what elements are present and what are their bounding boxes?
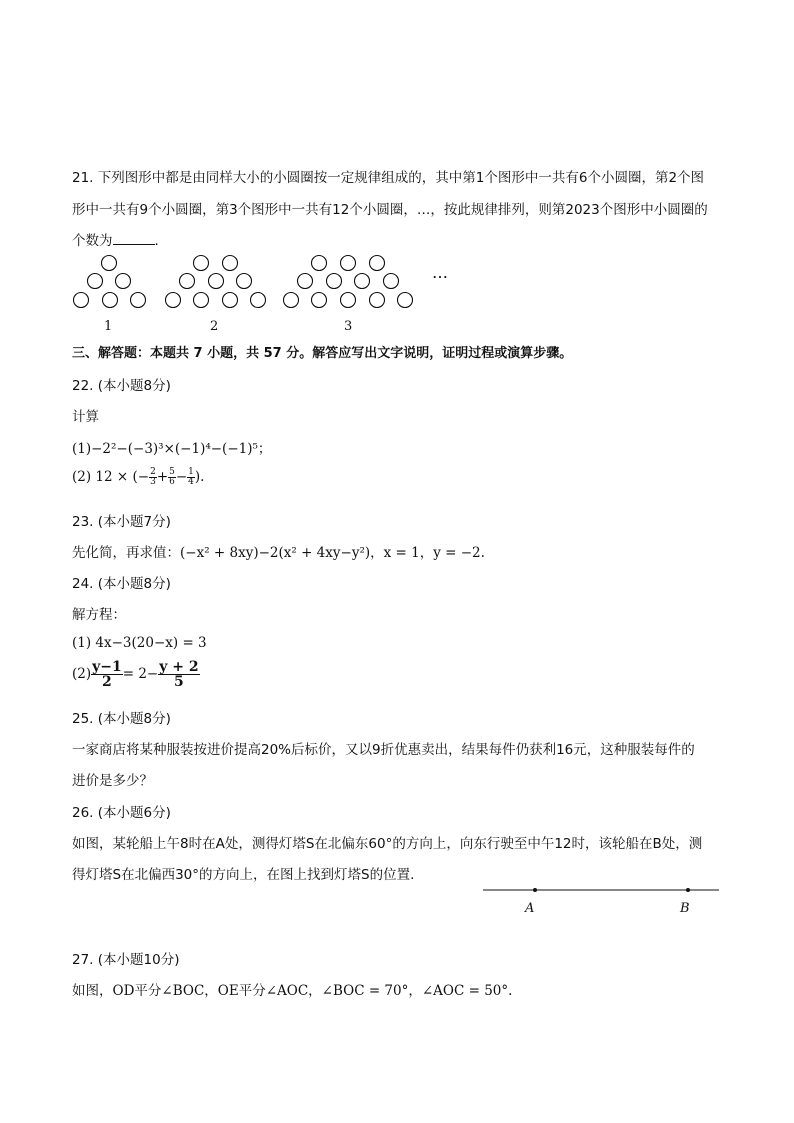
- circle: [341, 256, 356, 271]
- q24-p2-prefix: (2): [72, 666, 92, 682]
- circle: [194, 256, 209, 271]
- circle: [194, 293, 209, 308]
- figure-2-circles: [166, 256, 266, 308]
- plus-sign: +: [156, 469, 169, 485]
- fraction: $\frac{y + 2}{5}$: [159, 659, 199, 690]
- section-3-heading: 三、解答题：本题共 7 小题，共 57 分。解答应写出文字说明，证明过程或演算步骤。: [72, 346, 573, 361]
- q22-header: 22. (本小题8分): [72, 378, 171, 394]
- q21-line-3-prefix: 个数为: [72, 233, 113, 249]
- line-ab-figure: [483, 888, 719, 916]
- q22-part-1: (1)−2²−(−3)³×(−1)⁴−(−1)⁵；: [72, 441, 272, 457]
- q26-line-2: 得灯塔S在北偏西30°的方向上，在图上找到灯塔S的位置.: [72, 867, 415, 883]
- fraction: $\frac{1}{4}$: [188, 467, 194, 487]
- figure-1-circles: [74, 256, 146, 308]
- figure-label-2: 2: [210, 319, 219, 334]
- circle: [370, 293, 385, 308]
- circle: [74, 293, 89, 308]
- q24-instruction: 解方程：: [72, 607, 126, 623]
- q27-header: 27. (本小题10分): [72, 952, 180, 968]
- fraction: $\frac{5}{6}$: [169, 467, 175, 487]
- circle: [209, 274, 224, 289]
- circle: [131, 293, 146, 308]
- fraction: $\frac{2}{3}$: [150, 467, 156, 487]
- circle: [223, 256, 238, 271]
- circle: [312, 256, 327, 271]
- circle: [341, 293, 356, 308]
- circle: [327, 274, 342, 289]
- circle: [116, 274, 131, 289]
- circle: [355, 274, 370, 289]
- figure-3-circles: [284, 256, 413, 308]
- circle: [166, 293, 181, 308]
- q21-line-2: 形中一共有9个小圆圈，第3个图形中一共有12个小圆圈，…，按此规律排列，则第2023个图形中小圆圈的: [72, 202, 708, 218]
- point-b-dot: [686, 888, 690, 892]
- figure-label-1: 1: [104, 319, 113, 334]
- circle: [180, 274, 195, 289]
- q25-line-1: 一家商店将某种服装按进价提高20%后标价，又以9折优惠卖出，结果每件仍获利16元，这种服装每件的: [72, 742, 695, 758]
- figure-ellipsis: …: [432, 263, 448, 282]
- q27-text: 如图，OD平分∠BOC，OE平分∠AOC，∠BOC = 70°，∠AOC = 50°.: [72, 983, 513, 999]
- circle: [398, 293, 413, 308]
- q24-part-1: (1) 4x−3(20−x) = 3: [72, 635, 207, 651]
- q26-line-1: 如图，某轮船上午8时在A处，测得灯塔S在北偏东60°的方向上，向东行驶至中午12时，该轮船在B处，测: [72, 836, 703, 852]
- q22-p2-suffix: ).: [194, 469, 205, 485]
- q24-part-2: [72, 660, 200, 689]
- circle: [284, 293, 299, 308]
- minus-sign: −: [175, 469, 188, 485]
- circle: [298, 274, 313, 289]
- q26-header: 26. (本小题6分): [72, 805, 171, 821]
- circle: [237, 274, 252, 289]
- figure-label-3: 3: [344, 319, 353, 334]
- circle: [102, 256, 117, 271]
- q21-line-1: 21. 下列图形中都是由同样大小的小圆圈按一定规律组成的，其中第1个图形中一共有6个小圆圈，第2个图: [72, 170, 705, 186]
- point-a-label: A: [525, 901, 535, 916]
- q21-line-3-suffix: .: [154, 233, 159, 249]
- circle: [223, 293, 238, 308]
- circle: [312, 293, 327, 308]
- point-a-dot: [533, 888, 537, 892]
- circle: [370, 256, 385, 271]
- q22-part-2: [72, 468, 204, 487]
- circle: [103, 293, 118, 308]
- q25-line-2: 进价是多少？: [72, 773, 153, 789]
- q22-p2-prefix: (2) 12 × (−: [72, 469, 150, 485]
- circle: [88, 274, 103, 289]
- fraction: $\frac{y-1}{2}$: [92, 659, 122, 690]
- q23-text: 先化简，再求值：(−x² + 8xy)−2(x² + 4xy−y²)，x = 1，y = −2.: [72, 545, 485, 561]
- q24-header: 24. (本小题8分): [72, 576, 171, 592]
- q24-p2-mid: = 2−: [122, 666, 159, 682]
- q25-header: 25. (本小题8分): [72, 711, 171, 727]
- q23-header: 23. (本小题7分): [72, 514, 171, 530]
- point-b-label: B: [680, 901, 690, 916]
- q22-instruction: 计算: [72, 409, 99, 425]
- circle: [251, 293, 266, 308]
- circle: [384, 274, 399, 289]
